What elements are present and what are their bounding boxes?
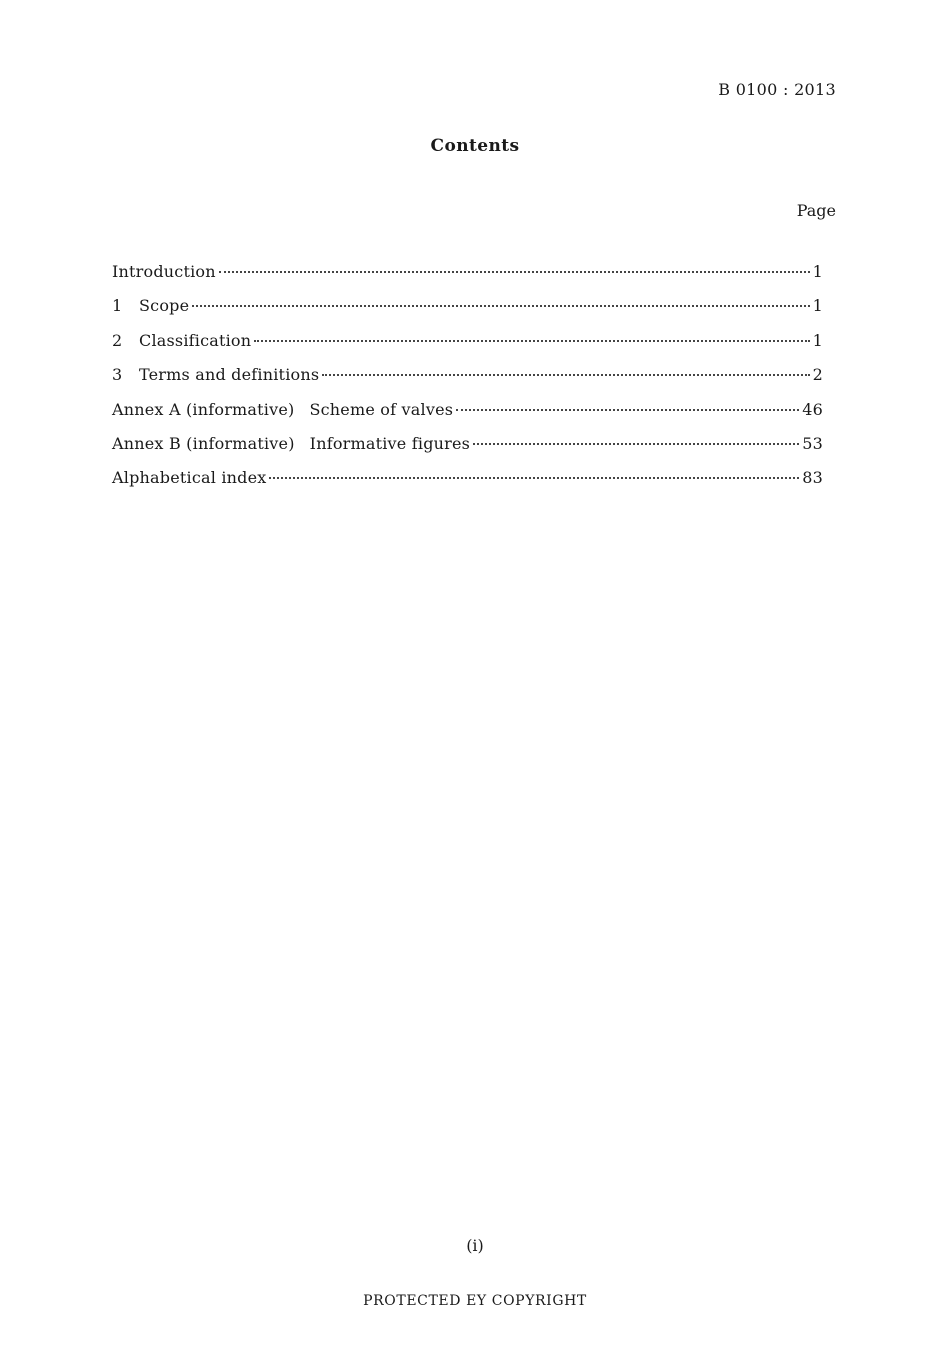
toc-entry-label: Classification [139,330,252,350]
copyright-notice: PROTECTED EY COPYRIGHT [363,1293,587,1309]
toc-entry-label: Introduction [112,262,216,281]
toc-entry-classification[interactable] [112,331,823,365]
page-folio: (i) [466,1236,484,1255]
document-code: B 0100 : 2013 [718,80,836,99]
toc-page-number: 1 [812,262,823,281]
toc-section-number: 2 [112,330,123,350]
toc-dot-leader [192,305,809,307]
toc-annex-prefix: Annex A (informative) [112,399,295,419]
toc-entry-label-group [112,434,470,453]
toc-entry-scope[interactable] [112,296,823,330]
toc-entry-label: Terms and definitions [139,365,320,385]
toc-entry-label-group [112,331,251,350]
toc-entry-alphabetical-index[interactable] [112,468,823,502]
toc-entry-label-group [112,400,453,419]
toc-page-number: 2 [812,365,823,385]
toc-page-number: 83 [802,468,823,488]
toc-annex-prefix: Annex B (informative) [112,433,295,453]
table-of-contents [112,262,823,503]
toc-entry-label: Scheme of valves [309,399,454,419]
toc-page-number: 53 [802,433,823,453]
toc-dot-leader [456,409,799,411]
page-column-label: Page [796,201,836,220]
toc-entry-annex-a[interactable] [112,400,823,434]
toc-dot-leader [269,477,799,479]
toc-page-number: 1 [812,296,823,316]
toc-entry-terms-and-definitions[interactable] [112,365,823,399]
toc-dot-leader [322,374,809,376]
toc-entry-label-group [112,365,319,384]
toc-entry-label: Alphabetical index [112,468,267,488]
toc-section-number: 1 [112,296,123,316]
toc-entry-label-group [112,296,189,315]
toc-entry-label: Scope [139,296,190,316]
toc-entry-annex-b[interactable] [112,434,823,468]
toc-entry-introduction[interactable] [112,262,823,296]
toc-entry-label: Informative figures [309,433,471,453]
toc-page-number: 1 [812,330,823,350]
toc-dot-leader [219,271,810,273]
toc-dot-leader [254,340,809,342]
toc-dot-leader [473,443,799,445]
toc-section-number: 3 [112,365,123,385]
page-title: Contents [430,136,520,156]
toc-page-number: 46 [802,399,823,419]
